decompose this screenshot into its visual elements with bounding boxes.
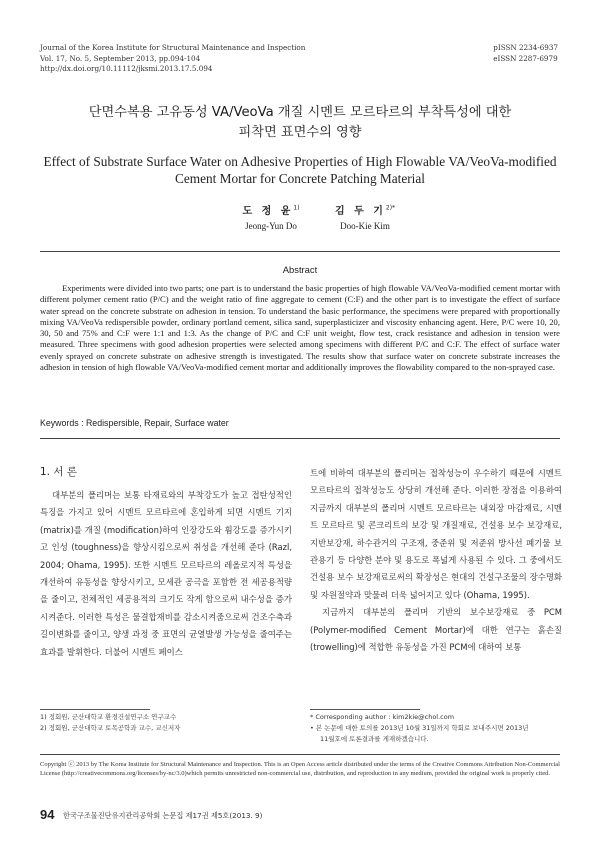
pissn: pISSN 2234-6937 (493, 43, 558, 52)
abstract-top-rule (40, 251, 560, 252)
intro-paragraph-1: 대부분의 폴리머는 보통 타재료와의 부착강도가 높고 접탄성적인 특징을 가지고 있어 시멘트 모르타르에 혼입하게 되면 시멘트 기지 (matrix)를 개질 (modification)하여 인장강도와 휨강도를 증가시키고 인성 (toughness)을 향상시킴으로써 취성을 개선해 준다 (Razl, 2004; Ohama, 1995). 또한 시멘트 모르타르의 레올로지적 특성을 개선하여 유동성을 향상시키고, 모세관 공극을 포함한 전 세공용적량을 줄이고, 전체적인 세공용적의 크기도 작게 함으로써 내수성을 증가시켜준다. 이러한 특성은 물결합재비를 감소시켜줌으로써 건조수축과 길이변화를 줄이고, 양생 과정 중 표면의 균열발생 가능성을 줄여주는 효과를 발휘한다. 더불어 시멘트 페이스 (40, 490, 292, 657)
footnote-rule-right (310, 709, 420, 710)
footnote: 1) 정회원, 군산대학교 환경건설연구소 연구교수 (40, 713, 177, 721)
journal-volume: Vol. 17, No. 5, September 2013, pp.094-104 (40, 53, 201, 63)
english-title (40, 153, 560, 187)
author-footnotes (40, 712, 292, 734)
korean-title (40, 103, 560, 143)
intro-paragraph-2: 트에 비하여 대부분의 폴리머는 접착성능이 우수하기 때문에 시멘트 모르타르의 접착성능도 상당히 개선해 준다. 이러한 장점을 이용하여 지금까지 대부분의 폴리머 시멘트 모르타르는 내외장 마감재료, 시멘트 모르타르 및 콘크리트의 보강 및 개질재료, 건설용 보수 보강재료, 지반보강재, 하수관거의 구조재, 중준위 및 저준위 방사선 폐기물 보관용기 등 다양한 분야 및 용도로 폭넓게 사용된 수 있다. 그 중에서도 건설용 보수 보강재료로써의 확장성은 현대의 건설구조물의 장수명화 및 자원절약과 맞물려 더욱 넓어지고 있다 (Ohama, 1995). (310, 468, 562, 600)
footnote: 2) 정회원, 군산대학교 토목공학과 교수, 교신저자 (40, 724, 181, 732)
left-column (40, 487, 292, 661)
english-title-line2: Cement Mortar for Concrete Patching Material (175, 171, 425, 186)
copyright-rule (40, 754, 560, 755)
intro-paragraph-3: 지금까지 대부분의 폴리머 기반의 보수보강재료 중 PCM (Polymer-modified Cement Mortar)에 대한 연구는 흙손질 (trowelling)에 적합한 유동성을 가진 PCM에 대하여 보통 (310, 607, 562, 653)
discussion-note: • 본 논문에 대한 토의를 2013년 10월 31일까지 학회로 보내주시면 2013년 (310, 724, 529, 732)
keywords: Keywords : Redispersible, Repair, Surface water (40, 418, 229, 428)
english-title-line1: Effect of Substrate Surface Water on Adhesive Properties of High Flowable VA/VeoVa-modified (43, 154, 557, 169)
journal-header (40, 43, 305, 75)
doi-link[interactable]: http://dx.doi.org/10.11112/jksmi.2013.17.5.094 (40, 64, 213, 73)
discussion-note-cont: 11월호에 토론결과를 게재하겠습니다. (320, 735, 429, 743)
corresponding-author: * Corresponding author : kim2kie@chol.com (310, 713, 455, 721)
issn-block (493, 43, 558, 64)
author-english-name: Doo-Kie Kim (340, 221, 390, 231)
korean-title-line1: 단면수복용 고유동성 VA/VeoVa 개질 시멘트 모르타르의 부착특성에 대한 (88, 105, 512, 120)
section-heading: 1. 서 론 (40, 466, 77, 478)
abstract-heading: Abstract (282, 264, 318, 275)
footnote-rule-left (40, 709, 150, 710)
abstract-bottom-rule (40, 438, 560, 439)
author-mark: 1) (293, 204, 300, 212)
author-english-name: Jeong-Yun Do (245, 221, 297, 231)
author-2 (305, 202, 425, 231)
author-korean-name: 도 정 윤$^{1)}$ (242, 204, 300, 217)
journal-name: Journal of the Korea Institute for Structural Maintenance and Inspection (40, 43, 306, 52)
author-korean-name: 김 두 기$^{2)*}$ (334, 204, 396, 217)
correspondence-footnotes (310, 712, 562, 745)
author-mark: 2)* (385, 204, 396, 212)
abstract-paragraph: Experiments were divided into two parts; one part is to understand the basic properties of high flowable VA/VeoVa-modified cement mortar with different polymer cement ratio (P/C) and the weight ratio of fine aggregate to cement (C:F) and the other part is to investigate the effect of surface water spread on the concrete substrate on adhesion in tension. To understand the basic performance, the specimens were prepared with proportionally mixing VA/VeoVa redispersible powder, ordinary portland cement, silica sand, superplasticizer and viscosity enhancing agent. Here, P/C were 10, 20, 30, 50 and 75% and C:F were 1:1 and 1:3. As the change of P/C and C:F unit weight, flow test, crack resistance and adhesion in tension were measured. Three specimens with good adhesion properties were selected among specimens with different P/C and C:F. The effect of surface water evenly sprayed on concrete substrate on adhesive strength is investigated. The results show that surface water on concrete substrate increases the adhesion in tension of high flowable VA/VeoVa-modified cement mortar and additionally improves the flowability compared to the non-sprayed case. (40, 283, 560, 373)
abstract-body (40, 283, 560, 373)
eissn: eISSN 2287-6979 (493, 53, 558, 63)
footer-journal: 한국구조물진단유지관리공학회 논문집 제17권 제5호(2013. 9) (63, 811, 263, 820)
page-number: 94 (40, 807, 55, 822)
right-column (310, 465, 562, 656)
copyright-notice: Copyright ⓒ 2013 by The Korea Institute for Structural Maintenance and Inspection. This is an Open Access article distributed under the terms of the Creative Commons Attribution Non-Commercial License (http://creativecommons.org/licenses/by-nc/3.0)which permits unrestricted non-commercial use, distribution, and reproduction in any medium, provided the original work is properly cited. (40, 761, 560, 778)
korean-title-line2: 피착면 표면수의 영향 (238, 125, 362, 140)
